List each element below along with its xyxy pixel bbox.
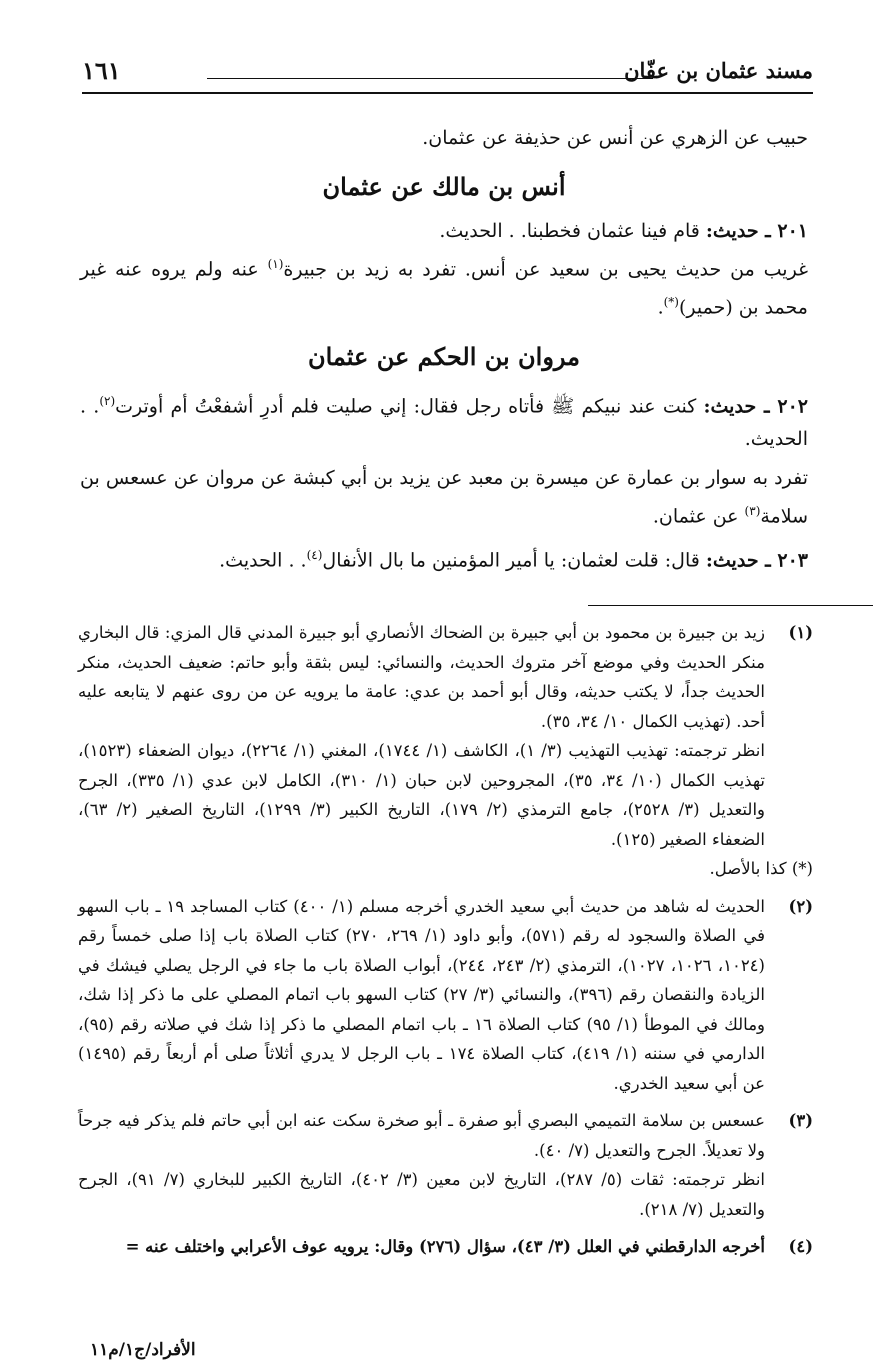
- hadith-202-text: كنت عند نبيكم ﷺ فأتاه رجل فقال: إني صليت فلم أدرِ أشفعْتُ أم أوترت: [115, 394, 704, 417]
- footnote-ref-3: (٣): [744, 503, 761, 518]
- footnote-4-number: (٤): [788, 1237, 813, 1256]
- header-title: مسند عثمان بن عفّان: [624, 58, 813, 83]
- hadith-201-label: ٢٠١ ـ حديث:: [705, 220, 808, 242]
- note-201-part1: غريب من حديث يحيى بن سعيد عن أنس. تفرد به زيد بن جبيرة: [283, 258, 809, 281]
- footnote-2-number: (٢): [788, 896, 813, 916]
- footnote-ref-2: (٢): [99, 393, 116, 408]
- footnote-4-body: أخرجه الدارقطني في العلل (٣/ ٤٣)، سؤال (٢٧٦) وقال: يرويه عوف الأعرابي واختلف عنه =: [125, 1237, 765, 1256]
- hadith-202: [80, 385, 808, 456]
- main-text: [80, 122, 808, 578]
- footnotes: [78, 618, 813, 1270]
- footnote-2: [78, 892, 813, 1099]
- footnote-3-number: (٣): [788, 1111, 813, 1130]
- hadith-202-label: ٢٠٢ ـ حديث:: [703, 394, 808, 417]
- footnote-3-body: عسعس بن سلامة التميمي البصري أبو صفرة ـ أبو صخرة سكت عنه ابن أبي حاتم فلم يذكر فيه جرحاً ولا تعديلاً. الجرح والتعديل (٧/ ٤٠).: [78, 1111, 765, 1160]
- section-heading-anas: أنس بن مالك عن عثمان: [322, 172, 566, 201]
- footnote-1: [78, 618, 813, 884]
- header-rule: [82, 92, 813, 94]
- note-202-part1: تفرد به سوار بن عمارة عن ميسرة بن معبد عن يزيد بن أبي كبشة عن مروان عن عسعس بن سلامة: [80, 466, 808, 528]
- hadith-202-end: . . الحديث.: [80, 394, 808, 450]
- footnote-1-sources: انظر ترجمته: تهذيب التهذيب (٣/ ١)، الكاشف (١/ ١٧٤٤)، المغني (١/ ٢٢٦٤)، ديوان الضعفاء (١٥٢٣)، تهذيب الكمال (١٠/ ٣٤، ٣٥)، المجروحين لابن حبان (١/ ٣١٠)، الكامل لابن عدي (١/ ٣٣٥)، الجرح والتعديل (٣/ ٢٥٢٨)، جامع الترمذي (٢/ ١٧٩)، التاريخ الكبير (٣/ ١٢٩٩)، التاريخ الصغير (٢/ ٦٣)، الضعفاء الصغير (١٢٥).: [78, 741, 766, 849]
- footnote-2-body: الحديث له شاهد من حديث أبي سعيد الخدري أخرجه مسلم (١/ ٤٠٠) كتاب المساجد ١٩ ـ باب السهو في الصلاة والسجود له رقم (٥٧١)، وأبو داود (١/ ٢٦٩، ٢٧٠) كتاب الصلاة باب إذا صلى خمساً رقم (١٠٢٤، ١٠٢٦، ١٠٢٧)، الترمذي (٢/ ٢٤٣، ٢٤٤)، أبواب الصلاة باب ما جاء في الرجل يصلي فيشك في الزيادة والنقصان رقم (٣٩٦)، والنسائي (٣/ ٢٧) كتاب السهو باب اتمام المصلي على ما ذكر إذا شك، ومالك في الموطأ (١/ ٩٥) كتاب الصلاة ١٦ ـ باب اتمام المصلي ما ذكر إذا شك في صلاته رقم (٩٥)، الدارمي في سننه (١/ ٤١٩)، كتاب الصلاة ١٧٤ ـ باب الرجل لا يدري أثلاثاً صلى أم أربعاً رقم (١٤٩٥) عن أبي سعيد الخدري.: [78, 896, 766, 1093]
- footnote-ref-4: (٤): [306, 548, 323, 563]
- hadith-203-text: قال: قلت لعثمان: يا أمير المؤمنين ما بال الأنفال: [322, 549, 706, 572]
- footnote-star: (*) كذا بالأصل.: [709, 859, 813, 878]
- section-heading-marwan: مروان بن الحكم عن عثمان: [307, 341, 580, 371]
- hadith-201-note: [80, 248, 808, 325]
- note-201-part2: عنه ولم يروه عنه غير محمد بن (حمير): [80, 258, 808, 319]
- footnote-1-number: (١): [788, 623, 813, 642]
- hadith-201: [80, 215, 808, 248]
- hadith-203: [80, 539, 808, 577]
- footnote-3: [78, 1106, 813, 1224]
- hadith-203-label: ٢٠٣ ـ حديث:: [705, 549, 808, 572]
- hadith-202-note: [80, 462, 808, 533]
- footnote-ref-star: (*): [663, 295, 679, 310]
- hadith-201-text: قام فينا عثمان فخطبنا. . الحديث.: [439, 220, 706, 242]
- footnote-1-body: زيد بن جبيرة بن محمود بن أبي جبيرة بن الضحاك الأنصاري أبو جبيرة المدني قال المزي: قال البخاري منكر الحديث وفي موضع آخر متروك الحديث، والنسائي: ليس بثقة وأبو حاتم: ضعيف الحديث، منكر الحديث جداً، لا يكتب حديثه، وقال أبو أحمد بن عدي: عامة ما يرويه عن من روى عنهم لا يتابعه عليه أحد. (تهذيب الكمال ١٠/ ٣٤، ٣٥).: [78, 623, 765, 731]
- header-line: [207, 78, 653, 79]
- footnote-3-sources: انظر ترجمته: ثقات (٥/ ٢٨٧)، التاريخ لابن معين (٣/ ٤٠٢)، التاريخ الكبير للبخاري (٧/ ٩١)، الجرح والتعديل (٧/ ٢١٨).: [78, 1170, 766, 1219]
- signature-mark: الأفراد/ج١/م١١: [90, 1340, 196, 1360]
- hadith-203-end: . . الحديث.: [219, 549, 307, 572]
- footnote-ref-1: (١): [267, 257, 284, 271]
- note-201-end: .: [657, 296, 664, 319]
- running-header: [82, 58, 813, 88]
- footnote-separator: [588, 605, 873, 606]
- note-202-part2: عن عثمان.: [652, 505, 745, 528]
- intro-line: حبيب عن الزهري عن أنس عن حذيفة عن عثمان.: [422, 127, 808, 149]
- page-number: ١٦١: [82, 56, 121, 85]
- footnote-4: [78, 1232, 813, 1262]
